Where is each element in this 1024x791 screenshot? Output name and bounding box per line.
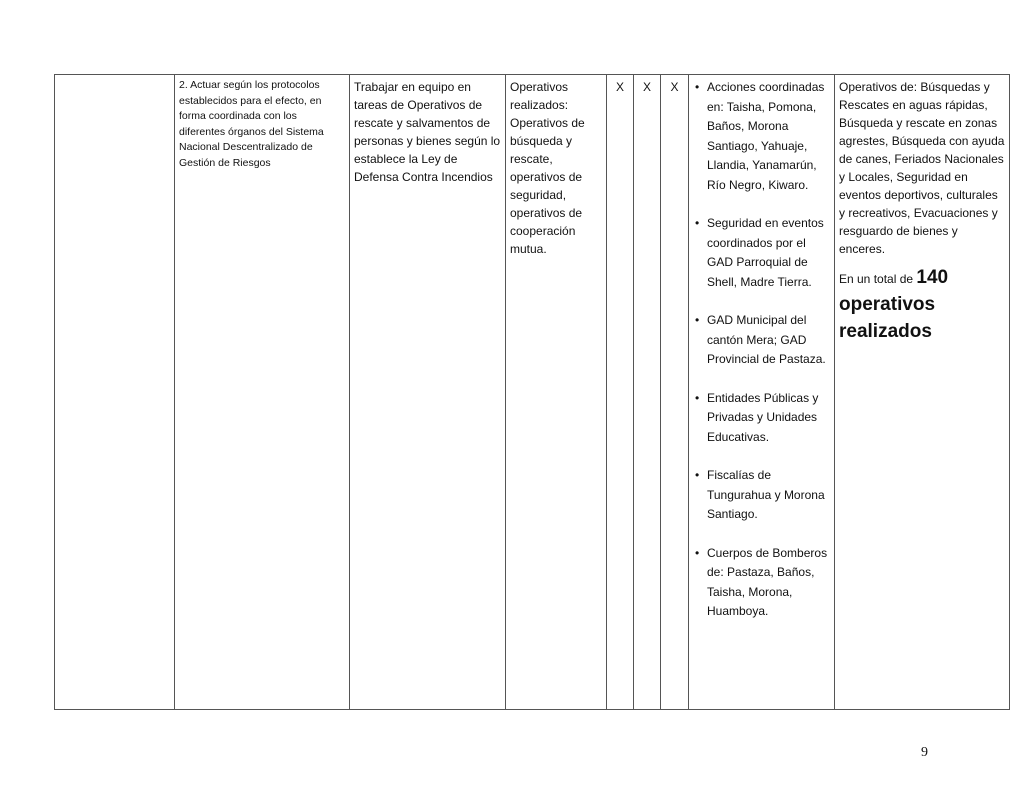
total-number: 140 — [916, 267, 949, 288]
mark-cell-1: X — [607, 75, 634, 710]
table-row — [55, 75, 1010, 710]
mark-cell-2: X — [634, 75, 661, 710]
page-number: 9 — [921, 745, 928, 760]
total-suffix: operativos realizados — [839, 294, 936, 342]
list-item: • Cuerpos de Bomberos de: Pastaza, Baños, Taisha, Morona, Huamboya. — [707, 544, 830, 622]
results-text: Operativos de: Búsquedas y Rescates en aguas rápidas, Búsqueda y rescate en zonas agrestes, Búsqueda con ayuda de canes, Feriados Nacionales y Locales, Seguridad en eventos deportivos, culturales y recreativos, Evacuaciones y resguardo de bienes y enceres. — [839, 80, 1005, 256]
list-item: • Acciones coordinadas en: Taisha, Pomona, Baños, Morona Santiago, Yahuaje, Llandia, Yanamarún, Río Negro, Kiwaro. — [707, 78, 830, 195]
list-item: • Fiscalías de Tungurahua y Morona Santiago. — [707, 466, 830, 525]
indicator-cell: Operativos realizados: Operativos de búsqueda y rescate, operativos de seguridad, operativos de cooperación mutua. — [506, 75, 607, 710]
total-prefix: En un total de — [839, 272, 914, 286]
strategy-cell: Trabajar en equipo en tareas de Operativos de rescate y salvamentos de personas y bienes según lo establece la Ley de Defensa Contra Incendios — [350, 75, 506, 710]
coordination-cell — [689, 75, 835, 710]
list-item: • GAD Municipal del cantón Mera; GAD Provincial de Pastaza. — [707, 311, 830, 370]
list-item: • Seguridad en eventos coordinados por el GAD Parroquial de Shell, Madre Tierra. — [707, 214, 830, 292]
results-cell — [835, 75, 1010, 710]
mark-cell-3: X — [661, 75, 689, 710]
coordination-list — [693, 78, 830, 622]
list-item: • Entidades Públicas y Privadas y Unidades Educativas. — [707, 389, 830, 448]
activities-table — [54, 74, 1010, 710]
total-line — [839, 264, 1005, 345]
objective-cell: 2. Actuar según los protocolos establecidos para el efecto, en forma coordinada con los diferentes órganos del Sistema Nacional Descentralizado de Gestión de Riesgos — [175, 75, 350, 710]
empty-cell — [55, 75, 175, 710]
